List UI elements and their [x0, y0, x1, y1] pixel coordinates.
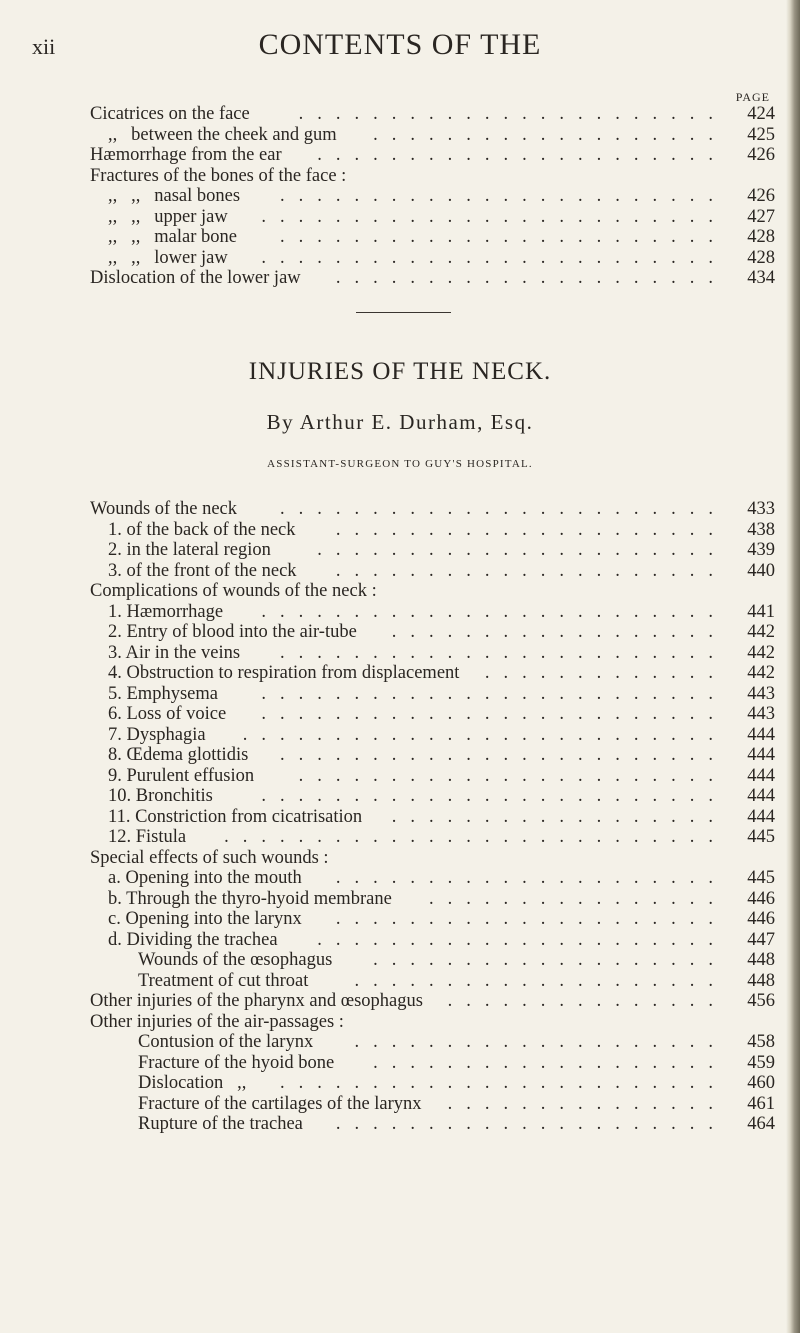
toc-entry-page: 456	[747, 991, 775, 1011]
leader-dots: ........................	[280, 745, 727, 765]
contents-list-neck	[90, 499, 775, 1135]
toc-entry-page: 446	[747, 909, 775, 929]
leader-dots: .............	[484, 663, 727, 683]
toc-entry-title: Contusion of the larynx	[138, 1032, 314, 1052]
contents-list-face	[90, 104, 775, 289]
toc-entry-title: 1. Hæmorrhage	[108, 601, 224, 622]
toc-entry	[90, 868, 775, 889]
toc-entry-title: 9. Purulent effusion	[108, 765, 255, 786]
toc-entry-page: 444	[747, 786, 775, 806]
leader-dots: ...................	[373, 124, 727, 145]
toc-entry-title: Other injuries of the pharynx and œsophagus	[90, 991, 423, 1011]
toc-entry	[90, 684, 775, 705]
leader-dots: ...........................	[224, 827, 727, 847]
toc-entry	[90, 909, 775, 930]
toc-entry	[90, 186, 775, 207]
toc-entry-title: 11. Constriction from cicatrisation	[108, 806, 363, 827]
leader-dots: .....................	[335, 519, 727, 540]
toc-entry-title: 12. Fistula	[108, 827, 187, 847]
toc-entry	[90, 166, 775, 187]
toc-entry	[90, 930, 775, 951]
leader-dots: .....................	[335, 868, 727, 888]
toc-entry-page: 445	[747, 868, 775, 888]
toc-entry	[90, 971, 775, 992]
leader-dots: .....................	[335, 560, 727, 581]
toc-entry-title: Complications of wounds of the neck :	[90, 581, 377, 601]
toc-entry-title: Dislocation ,,	[138, 1073, 247, 1093]
toc-entry	[90, 725, 775, 746]
toc-entry-title: ,, ,, nasal bones	[108, 186, 241, 206]
toc-entry	[90, 268, 775, 289]
toc-entry-page: 448	[747, 950, 775, 970]
toc-entry-page: 433	[747, 499, 775, 519]
toc-entry-title: Special effects of such wounds :	[90, 847, 329, 868]
toc-entry-page: 442	[747, 642, 775, 663]
toc-entry-title: Fractures of the bones of the face :	[90, 165, 347, 186]
toc-entry	[90, 145, 775, 166]
toc-entry	[90, 1073, 775, 1094]
toc-entry	[90, 1053, 775, 1074]
toc-entry	[90, 889, 775, 910]
leader-dots: ......................	[317, 929, 727, 950]
toc-entry-title: ,, ,, malar bone	[108, 227, 237, 247]
leader-dots: .....................	[335, 1114, 727, 1134]
toc-entry	[90, 622, 775, 643]
toc-entry-title: 3. Air in the veins	[108, 642, 241, 663]
toc-entry-title: 3. of the front of the neck	[108, 560, 297, 581]
leader-dots: .........................	[261, 206, 727, 227]
page-number: xii	[32, 34, 56, 59]
toc-entry-title: b. Through the thyro-hyoid membrane	[108, 888, 392, 909]
toc-entry	[90, 104, 775, 125]
leader-dots: .......................	[298, 104, 727, 124]
toc-entry	[90, 663, 775, 684]
toc-entry-page: 448	[747, 970, 775, 991]
running-title: CONTENTS OF THE	[258, 28, 542, 61]
toc-entry-page: 446	[747, 888, 775, 909]
toc-entry	[90, 704, 775, 725]
toc-entry-title: 1. of the back of the neck	[108, 519, 296, 540]
toc-entry-page: 428	[747, 227, 775, 247]
leader-dots: ...................	[373, 1052, 727, 1073]
leader-dots: ..................	[391, 806, 727, 827]
toc-entry	[90, 1114, 775, 1135]
toc-entry-title: 5. Emphysema	[108, 683, 218, 704]
toc-entry-page: 445	[747, 827, 775, 847]
leader-dots: .........................	[261, 683, 727, 704]
leader-dots: ..................	[391, 622, 727, 642]
toc-entry-title: c. Opening into the larynx	[108, 909, 302, 929]
toc-entry	[90, 125, 775, 146]
leader-dots: ........................	[280, 499, 727, 519]
toc-entry-title: 6. Loss of voice	[108, 704, 227, 724]
toc-entry	[90, 950, 775, 971]
toc-entry	[90, 991, 775, 1012]
leader-dots: ...............	[447, 991, 727, 1011]
toc-entry-title: 4. Obstruction to respiration from displacement	[108, 663, 460, 683]
leader-dots: ........................	[280, 227, 727, 247]
leader-dots: ....................	[354, 970, 727, 991]
toc-entry-page: 425	[747, 124, 775, 145]
toc-entry-page: 442	[747, 663, 775, 683]
toc-entry-title: Rupture of the trachea	[138, 1114, 303, 1134]
toc-entry-title: 10. Bronchitis	[108, 786, 213, 806]
toc-entry-title: 8. Œdema glottidis	[108, 745, 249, 765]
toc-entry-title: d. Dividing the trachea	[108, 929, 278, 950]
toc-entry	[90, 827, 775, 848]
toc-entry-title: Other injuries of the air-passages :	[90, 1011, 344, 1032]
toc-entry	[90, 540, 775, 561]
book-spine-edge	[786, 0, 800, 1333]
toc-entry-page: 424	[747, 104, 775, 124]
leader-dots: .....................	[335, 909, 727, 929]
section-title: INJURIES OF THE NECK.	[248, 358, 552, 385]
toc-entry	[90, 643, 775, 664]
toc-entry	[90, 848, 775, 869]
toc-entry	[90, 786, 775, 807]
leader-dots: ..........................	[242, 724, 727, 745]
toc-entry	[90, 499, 775, 520]
toc-entry-page: 438	[747, 519, 775, 540]
leader-dots: .....................	[335, 268, 727, 288]
leader-dots: ...............	[447, 1093, 727, 1114]
toc-entry-page: 439	[747, 540, 775, 560]
section-divider	[356, 312, 451, 313]
toc-entry-page: 459	[747, 1052, 775, 1073]
leader-dots: .........................	[261, 247, 727, 268]
toc-entry	[90, 520, 775, 541]
leader-dots: ...................	[373, 950, 727, 970]
toc-entry-title: Dislocation of the lower jaw	[90, 268, 301, 288]
toc-entry	[90, 745, 775, 766]
toc-entry	[90, 1032, 775, 1053]
toc-entry	[90, 581, 775, 602]
toc-entry-title: a. Opening into the mouth	[108, 868, 302, 888]
toc-entry-title: 2. Entry of blood into the air-tube	[108, 622, 357, 642]
toc-entry-page: 444	[747, 745, 775, 765]
running-header	[0, 28, 800, 68]
toc-entry-page: 444	[747, 724, 775, 745]
leader-dots: .......................	[298, 765, 727, 786]
toc-entry-title: Wounds of the neck	[90, 499, 237, 519]
page-column-label: PAGE	[735, 90, 770, 104]
toc-entry-title: Fracture of the hyoid bone	[138, 1052, 335, 1073]
section-author: By Arthur E. Durham, Esq.	[266, 410, 534, 434]
toc-entry-page: 434	[747, 268, 775, 288]
toc-entry	[90, 248, 775, 269]
toc-entry-page: 427	[747, 206, 775, 227]
leader-dots: ......................	[317, 145, 727, 165]
toc-entry-page: 426	[747, 186, 775, 206]
toc-entry-title: ,, ,, upper jaw	[108, 206, 228, 227]
toc-entry-title: Fracture of the cartilages of the larynx	[138, 1093, 422, 1114]
toc-entry	[90, 602, 775, 623]
author-affiliation: ASSISTANT-SURGEON TO GUY'S HOSPITAL.	[267, 458, 533, 470]
leader-dots: .........................	[261, 704, 727, 724]
toc-entry	[90, 561, 775, 582]
toc-entry-page: 428	[747, 247, 775, 268]
toc-entry-page: 444	[747, 765, 775, 786]
toc-entry-title: ,, between the cheek and gum	[108, 124, 337, 145]
toc-entry-page: 442	[747, 622, 775, 642]
leader-dots: .........................	[261, 601, 727, 622]
toc-entry-title: 2. in the lateral region	[108, 540, 271, 560]
toc-entry-page: 441	[747, 601, 775, 622]
toc-entry	[90, 1094, 775, 1115]
toc-entry	[90, 766, 775, 787]
leader-dots: ........................	[280, 1073, 727, 1093]
toc-entry-title: Hæmorrhage from the ear	[90, 145, 282, 165]
toc-entry	[90, 1012, 775, 1033]
toc-entry-page: 460	[747, 1073, 775, 1093]
toc-entry	[90, 227, 775, 248]
toc-entry-title: Treatment of cut throat	[138, 970, 309, 991]
leader-dots: ......................	[317, 540, 727, 560]
toc-entry-page: 464	[747, 1114, 775, 1134]
toc-entry-page: 458	[747, 1032, 775, 1052]
toc-entry-page: 440	[747, 560, 775, 581]
leader-dots: ....................	[354, 1032, 727, 1052]
toc-entry	[90, 807, 775, 828]
toc-entry-title: Wounds of the œsophagus	[138, 950, 333, 970]
toc-entry-title: ,, ,, lower jaw	[108, 247, 228, 268]
leader-dots: ........................	[280, 642, 727, 663]
leader-dots: ........................	[280, 186, 727, 206]
toc-entry-page: 443	[747, 704, 775, 724]
toc-entry-title: Cicatrices on the face	[90, 104, 250, 124]
toc-entry-page: 426	[747, 145, 775, 165]
leader-dots: .........................	[261, 786, 727, 806]
toc-entry-page: 461	[747, 1093, 775, 1114]
toc-entry-title: 7. Dysphagia	[108, 724, 206, 745]
leader-dots: ................	[429, 888, 727, 909]
toc-entry-page: 447	[747, 929, 775, 950]
toc-entry-page: 443	[747, 683, 775, 704]
toc-entry	[90, 207, 775, 228]
toc-entry-page: 444	[747, 806, 775, 827]
